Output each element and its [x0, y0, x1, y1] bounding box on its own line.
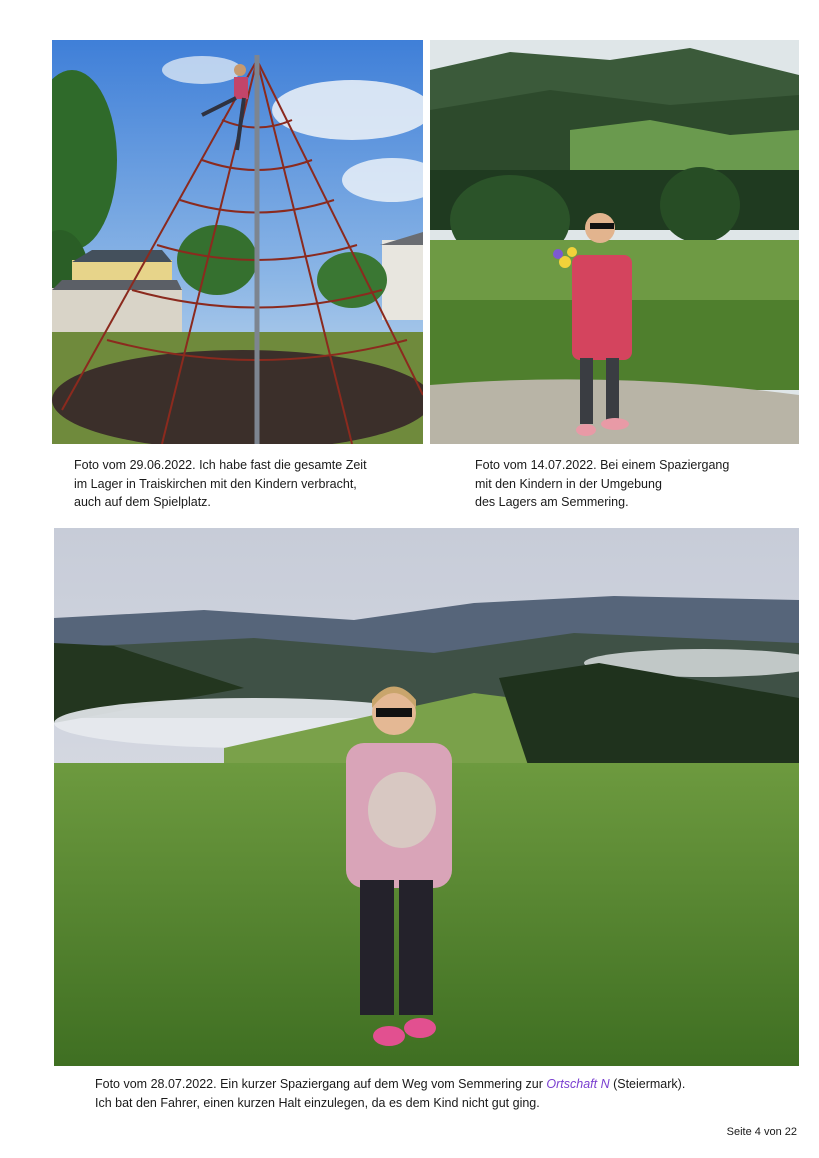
place-name: Ortschaft N	[546, 1077, 610, 1091]
photo-hillside	[54, 528, 799, 1066]
caption-line: im Lager in Traiskirchen mit den Kindern verbracht,	[74, 476, 357, 491]
caption-line: Foto vom 29.06.2022. Ich habe fast die gesamte Zeit	[74, 458, 367, 472]
hillside-image	[54, 528, 799, 1066]
meadow-image	[430, 40, 799, 444]
caption-line: des Lagers am Semmering.	[475, 495, 629, 509]
caption-line: Ich bat den Fahrer, einen kurzen Halt einzulegen, da es dem Kind nicht gut ging.	[95, 1095, 540, 1110]
page-number: Seite 4 von 22	[726, 1126, 797, 1138]
caption-meadow	[475, 456, 729, 512]
caption-line: Foto vom 14.07.2022. Bei einem Spaziergang	[475, 458, 730, 472]
caption-line	[95, 1075, 685, 1094]
photo-playground	[52, 40, 423, 444]
caption-playground	[74, 456, 367, 512]
caption-line: mit den Kindern in der Umgebung	[475, 476, 662, 491]
playground-image	[52, 40, 423, 444]
caption-line: auch auf dem Spielplatz.	[74, 495, 211, 509]
photo-meadow	[430, 40, 799, 444]
caption-text: (Steiermark).	[609, 1077, 686, 1091]
caption-text: Foto vom 28.07.2022. Ein kurzer Spaziergang auf dem Weg vom Semmering zur	[95, 1077, 547, 1091]
caption-hillside	[95, 1075, 685, 1112]
